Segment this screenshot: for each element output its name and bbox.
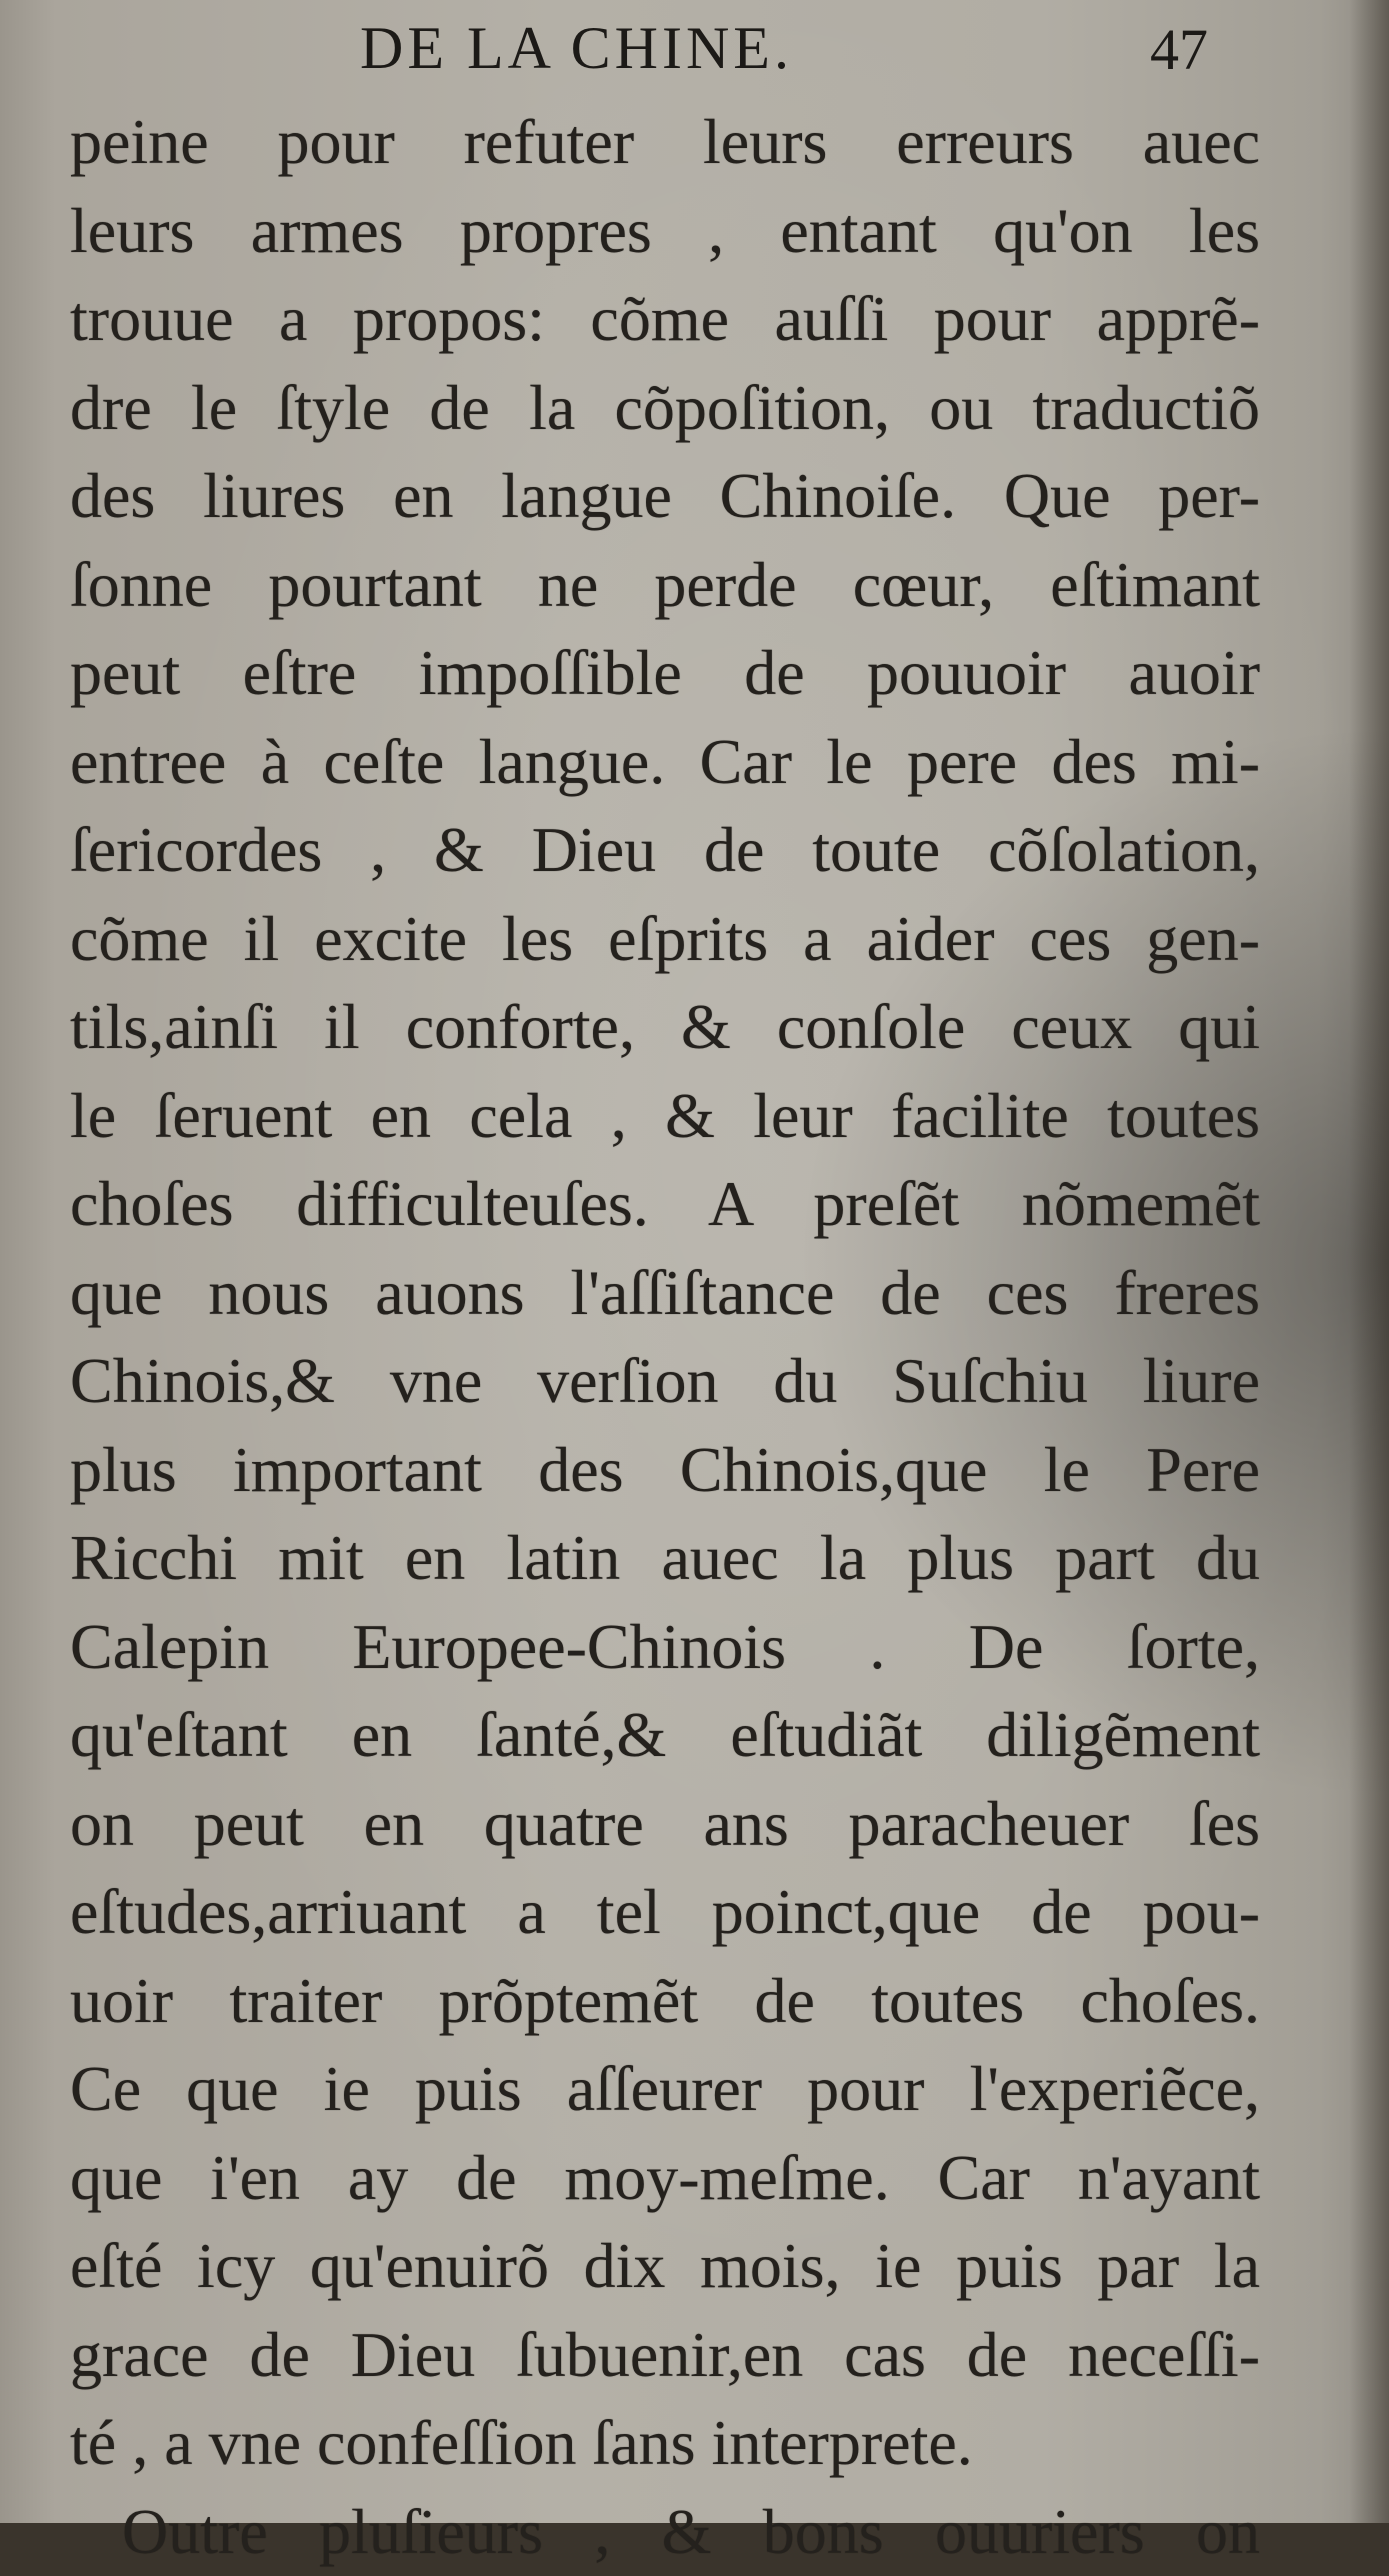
- page-number: 47: [1150, 16, 1208, 83]
- text-line: le ſeruent en cela , & leur facilite toutes: [70, 1072, 1260, 1161]
- text-line: plus important des Chinois,que le Pere: [70, 1426, 1260, 1515]
- text-line: on peut en quatre ans paracheuer ſes: [70, 1780, 1260, 1869]
- text-line: des liures en langue Chinoiſe. Que per-: [70, 452, 1260, 541]
- text-line: que i'en ay de moy-meſme. Car n'ayant: [70, 2134, 1260, 2223]
- text-line: ſonne pourtant ne perde cœur, eſtimant: [70, 541, 1260, 630]
- text-line: eſtudes,arriuant a tel poinct,que de pou-: [70, 1868, 1260, 1957]
- text-line: entree à ceſte langue. Car le pere des mi-: [70, 718, 1260, 807]
- text-line: Chinois,& vne verſion du Suſchiu liure: [70, 1337, 1260, 1426]
- paragraph-start-line: Outre pluſieurs , & bons ouuriers on: [70, 2488, 1260, 2576]
- text-line: trouue a propos: cõme auſſi pour apprẽ-: [70, 275, 1260, 364]
- text-line: que nous auons l'aſſiſtance de ces freres: [70, 1249, 1260, 1338]
- text-line: Ce que ie puis aſſeurer pour l'experiẽce,: [70, 2045, 1260, 2134]
- text-line: cõme il excite les eſprits a aider ces gen-: [70, 895, 1260, 984]
- text-line: ſericordes , & Dieu de toute cõſolation,: [70, 806, 1260, 895]
- text-line: peine pour refuter leurs erreurs auec: [70, 98, 1260, 187]
- text-line: tils,ainſi il conforte, & conſole ceux qui: [70, 983, 1260, 1072]
- page-header: [0, 14, 1389, 84]
- paragraph-end-line: té , a vne confeſſion ſans interprete.: [70, 2399, 1260, 2488]
- text-line: peut eſtre impoſſible de pouuoir auoir: [70, 629, 1260, 718]
- text-line: choſes difficulteuſes. A preſẽt nõmemẽt: [70, 1160, 1260, 1249]
- body-text: [70, 98, 1260, 2576]
- text-line: Ricchi mit en latin auec la plus part du: [70, 1514, 1260, 1603]
- running-head: DE LA CHINE.: [360, 14, 793, 83]
- text-line: Calepin Europee-Chinois . De ſorte,: [70, 1603, 1260, 1692]
- text-line: dre le ſtyle de la cõpoſition, ou traductiõ: [70, 364, 1260, 453]
- text-line: uoir traiter prõptemẽt de toutes choſes.: [70, 1957, 1260, 2046]
- text-line: leurs armes propres , entant qu'on les: [70, 187, 1260, 276]
- text-line: eſté icy qu'enuirõ dix mois, ie puis par la: [70, 2222, 1260, 2311]
- text-line: qu'eſtant en ſanté,& eſtudiãt diligẽment: [70, 1691, 1260, 1780]
- text-line: grace de Dieu ſubuenir,en cas de neceſſi-: [70, 2311, 1260, 2400]
